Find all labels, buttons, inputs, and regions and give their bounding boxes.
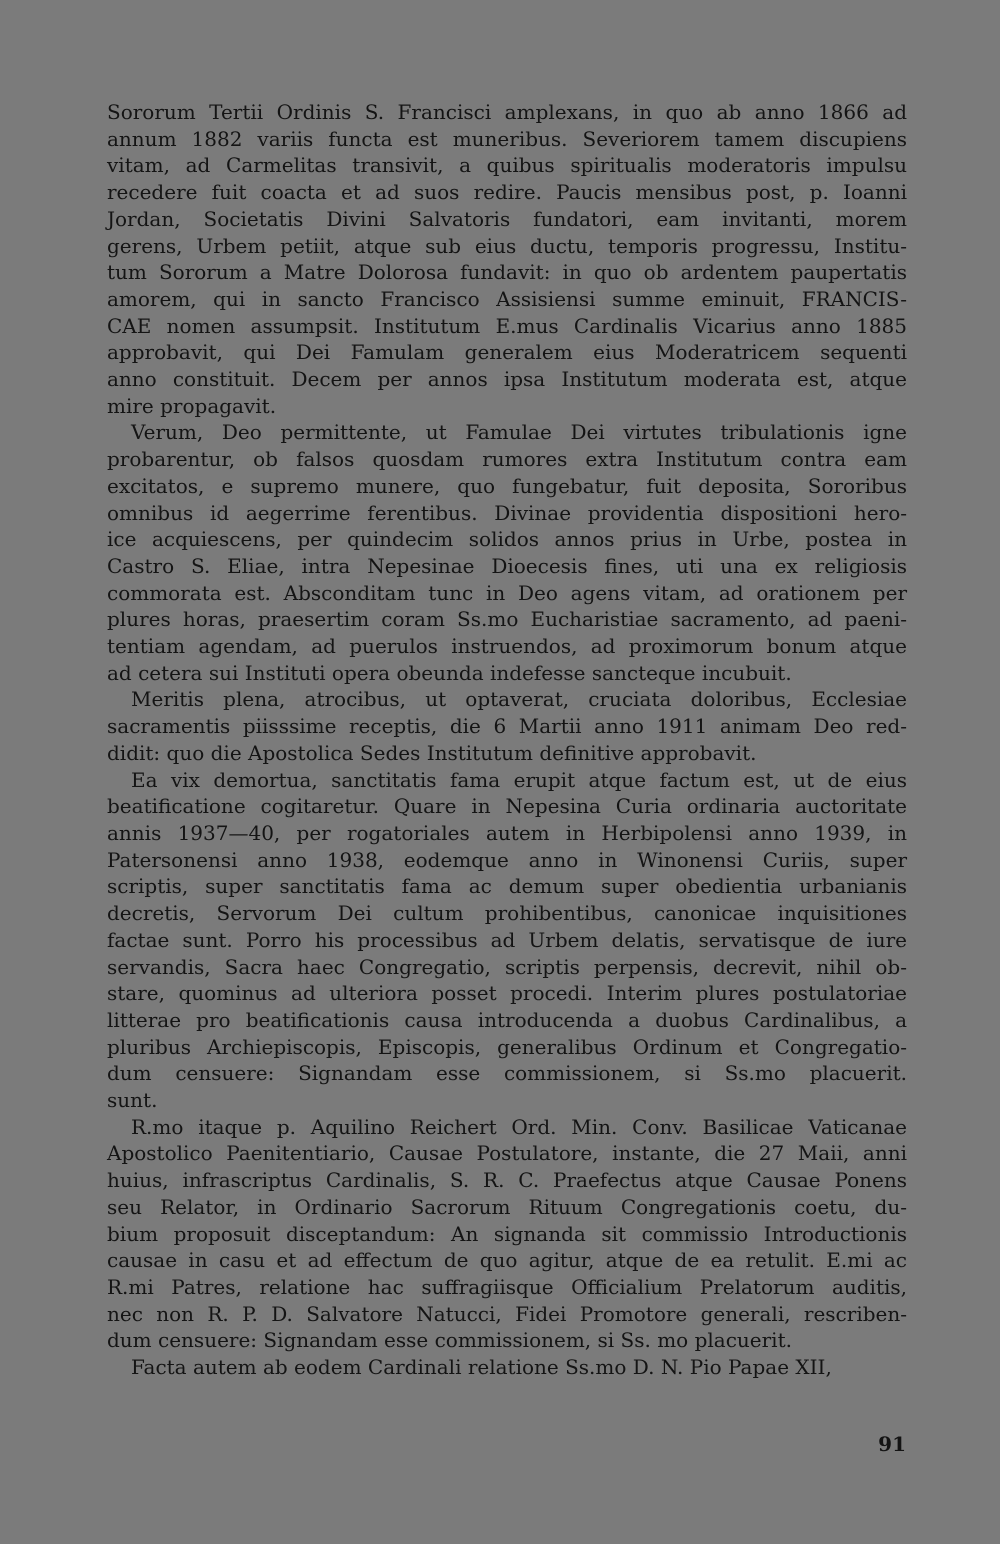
text-line: pluribus Archiepiscopis, Episcopis, generalibus Ordinum et Congregatio- xyxy=(107,1034,907,1059)
text-line: CAE nomen assumpsit. Institutum E.mus Cardinalis Vicarius anno 1885 xyxy=(107,313,907,338)
text-line: ice acquiescens, per quindecim solidos annos prius in Urbe, postea in xyxy=(107,527,907,552)
text-line: Facta autem ab eodem Cardinali relatione Ss.mo D. N. Pio Papae XII, xyxy=(131,1355,832,1380)
text-line: vitam, ad Carmelitas transivit, a quibus spiritualis moderatoris impulsu xyxy=(107,153,907,178)
text-line: annum 1882 variis functa est muneribus. Severiorem tamem discupiens xyxy=(107,126,907,151)
text-line: causae in casu et ad effectum de quo agitur, atque de ea retulit. E.mi ac xyxy=(107,1248,907,1273)
body-text xyxy=(107,99,907,1381)
text-line: plures horas, praesertim coram Ss.mo Eucharistiae sacramento, ad paeni- xyxy=(107,607,907,632)
paragraph xyxy=(107,99,907,419)
text-line: servandis, Sacra haec Congregatio, scriptis perpensis, decrevit, nihil ob- xyxy=(107,954,907,979)
text-line: scriptis, super sanctitatis fama ac demum super obedientia urbanianis xyxy=(107,874,907,899)
text-line: mire propagavit. xyxy=(107,393,277,418)
text-line: Jordan, Societatis Divini Salvatoris fundatori, eam invitanti, morem xyxy=(107,206,907,231)
text-line: Ea vix demortua, sanctitatis fama erupit atque factum est, ut de eius xyxy=(131,767,907,792)
text-line: Castro S. Eliae, intra Nepesinae Dioecesis fines, uti una ex religiosis xyxy=(107,553,907,578)
text-line: dum censuere: Signandam esse commissionem, si Ss. mo placuerit. xyxy=(107,1328,792,1353)
text-line: approbavit, qui Dei Famulam generalem eius Moderatricem sequenti xyxy=(107,340,907,365)
text-line: recedere fuit coacta et ad suos redire. Paucis mensibus post, p. Ioanni xyxy=(107,180,907,205)
text-line: dum censuere: Signandam esse commissionem, si Ss.mo placuerit. xyxy=(107,1061,907,1086)
text-line: tum Sororum a Matre Dolorosa fundavit: in quo ob ardentem paupertatis xyxy=(107,260,907,285)
text-line: seu Relator, in Ordinario Sacrorum Rituum Congregationis coetu, du- xyxy=(107,1194,907,1219)
text-line: annis 1937—40, per rogatoriales autem in Herbipolensi anno 1939, in xyxy=(107,820,907,845)
text-line: R.mo itaque p. Aquilino Reichert Ord. Min. Conv. Basilicae Vaticanae xyxy=(131,1114,907,1139)
text-line: sunt. xyxy=(107,1088,158,1113)
text-line: commorata est. Absconditam tunc in Deo agens vitam, ad orationem per xyxy=(107,580,907,605)
paragraph xyxy=(107,686,907,766)
text-line: bium proposuit disceptandum: An signanda sit commissio Introductionis xyxy=(107,1221,907,1246)
text-line: excitatos, e supremo munere, quo fungebatur, fuit deposita, Sororibus xyxy=(107,473,907,498)
paragraph xyxy=(107,767,907,1114)
text-line: gerens, Urbem petiit, atque sub eius ductu, temporis progressu, Institu- xyxy=(107,233,907,258)
text-line: sacramentis piisssime receptis, die 6 Martii anno 1911 animam Deo red- xyxy=(107,714,907,739)
text-line: amorem, qui in sancto Francisco Assisiensi summe eminuit, FRANCIS- xyxy=(107,286,907,311)
text-line: huius, infrascriptus Cardinalis, S. R. C. Praefectus atque Causae Ponens xyxy=(107,1168,907,1193)
text-line: Sororum Tertii Ordinis S. Francisci amplexans, in quo ab anno 1866 ad xyxy=(107,100,907,124)
text-line: R.mi Patres, relatione hac suffragiisque Officialium Prelatorum auditis, xyxy=(107,1274,907,1299)
paragraph xyxy=(107,419,907,686)
text-line: anno constituit. Decem per annos ipsa Institutum moderata est, atque xyxy=(107,367,907,392)
text-line: nec non R. P. D. Salvatore Natucci, Fidei Promotore generali, rescriben- xyxy=(107,1301,907,1326)
text-line: Meritis plena, atrocibus, ut optaverat, cruciata doloribus, Ecclesiae xyxy=(131,687,907,712)
text-line: Patersonensi anno 1938, eodemque anno in Winonensi Curiis, super xyxy=(107,847,907,872)
paragraph xyxy=(107,1354,907,1381)
text-line: probarentur, ob falsos quosdam rumores extra Institutum contra eam xyxy=(107,447,907,472)
text-line: stare, quominus ad ulteriora posset procedi. Interim plures postulatoriae xyxy=(107,981,907,1006)
text-line: Apostolico Paenitentiario, Causae Postulatore, instante, die 27 Maii, anni xyxy=(107,1141,907,1166)
text-line: omnibus id aegerrime ferentibus. Divinae providentia dispositioni hero- xyxy=(107,500,907,525)
text-line: didit: quo die Apostolica Sedes Institutum definitive approbavit. xyxy=(107,740,757,765)
text-line: beatificatione cogitaretur. Quare in Nepesina Curia ordinaria auctoritate xyxy=(107,794,907,819)
text-line: tentiam agendam, ad puerulos instruendos, ad proximorum bonum atque xyxy=(107,634,907,659)
text-line: litterae pro beatificationis causa introducenda a duobus Cardinalibus, a xyxy=(107,1007,907,1032)
text-line: Verum, Deo permittente, ut Famulae Dei virtutes tribulationis igne xyxy=(131,420,907,445)
text-line: factae sunt. Porro his processibus ad Urbem delatis, servatisque de iure xyxy=(107,927,907,952)
paragraph xyxy=(107,1114,907,1354)
text-line: decretis, Servorum Dei cultum prohibentibus, canonicae inquisitiones xyxy=(107,901,907,926)
text-line: ad cetera sui Instituti opera obeunda indefesse sancteque incubuit. xyxy=(107,660,792,685)
page-number: 91 xyxy=(878,1432,906,1456)
